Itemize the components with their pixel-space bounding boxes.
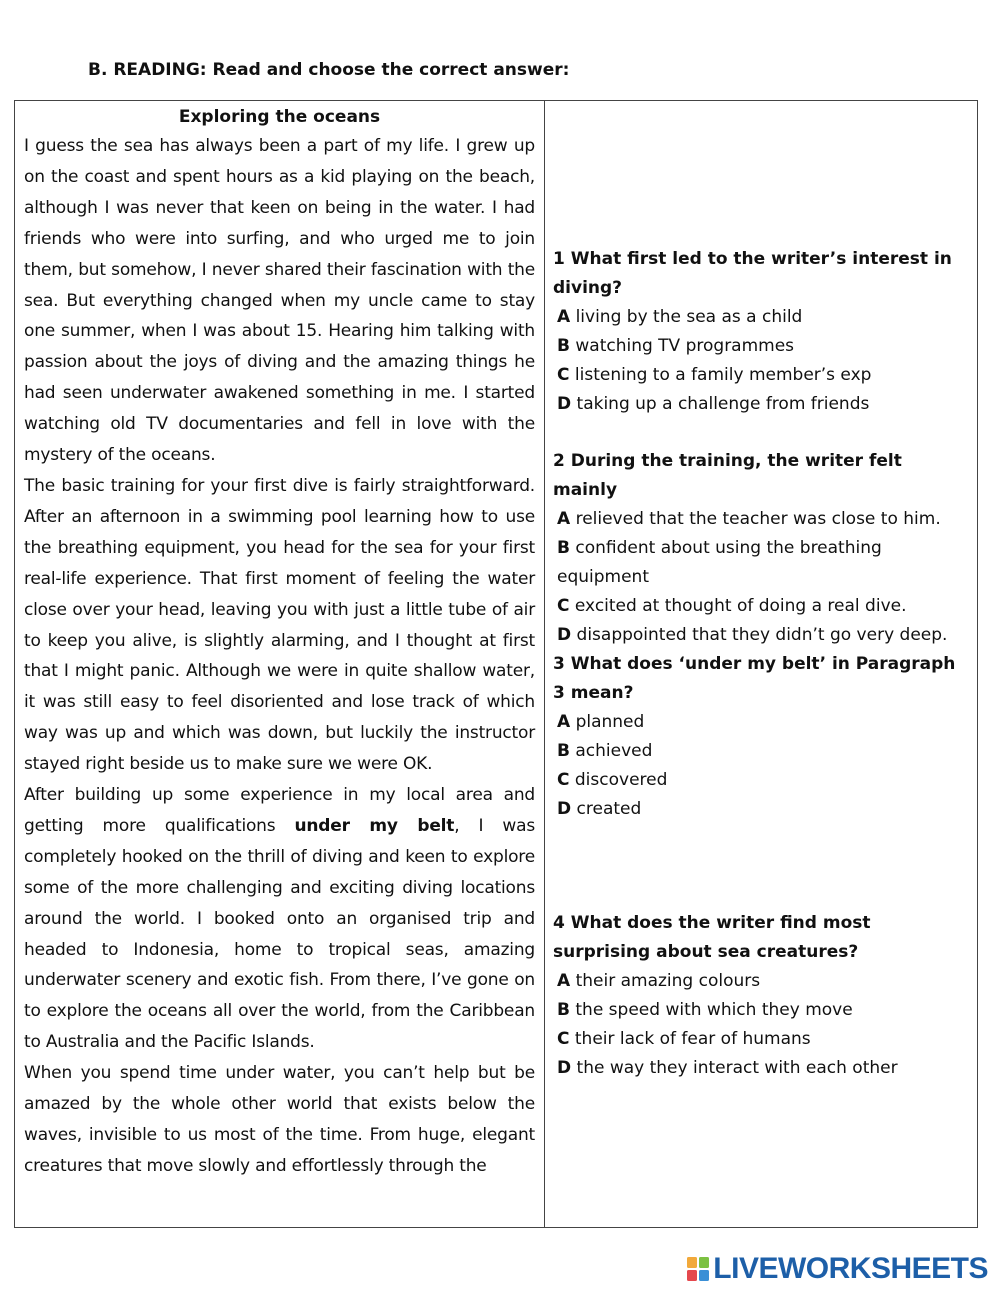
option-text: their amazing colours bbox=[575, 971, 761, 991]
option-letter: D bbox=[557, 799, 572, 819]
option-a[interactable] bbox=[553, 303, 971, 332]
option-d[interactable] bbox=[553, 390, 971, 419]
option-text: the way they interact with each other bbox=[576, 1058, 898, 1078]
option-d[interactable] bbox=[553, 1054, 971, 1083]
question-text: 2 During the training, the writer felt mainly bbox=[553, 451, 902, 500]
question-text: 3 What does ‘under my belt’ in Paragraph 3 mean? bbox=[553, 654, 956, 703]
option-letter: B bbox=[557, 741, 570, 761]
option-text: taking up a challenge from friends bbox=[576, 394, 870, 414]
option-text: their lack of fear of humans bbox=[574, 1029, 811, 1049]
option-text: living by the sea as a child bbox=[575, 307, 803, 327]
option-d[interactable] bbox=[553, 795, 971, 824]
option-b[interactable] bbox=[553, 332, 971, 361]
question-1 bbox=[553, 245, 971, 419]
option-letter: A bbox=[557, 509, 571, 529]
option-text: discovered bbox=[574, 770, 668, 790]
option-text: confident about using the breathing equipment bbox=[557, 538, 882, 587]
option-text: listening to a family member’s exp bbox=[574, 365, 872, 385]
option-letter: C bbox=[557, 770, 570, 790]
liveworksheets-logo-text: LIVEWORKSHEETS bbox=[713, 1252, 988, 1285]
passage-paragraph-3 bbox=[24, 780, 535, 1058]
option-a[interactable] bbox=[553, 967, 971, 996]
option-a[interactable] bbox=[553, 708, 971, 737]
worksheet-table bbox=[14, 100, 978, 1228]
option-c[interactable] bbox=[553, 361, 971, 390]
option-letter: B bbox=[557, 336, 570, 356]
option-c[interactable] bbox=[553, 1025, 971, 1054]
passage-paragraph-4: When you spend time under water, you can’t help but be amazed by the whole other world that exists below the waves, invisible to us most of the time. From huge, elegant creatures that move slowly and effortlessly through the bbox=[24, 1063, 535, 1176]
option-letter: C bbox=[557, 1029, 570, 1049]
option-text: the speed with which they move bbox=[575, 1000, 853, 1020]
section-heading: B. READING: Read and choose the correct answer: bbox=[88, 60, 570, 80]
questions-column bbox=[545, 101, 977, 1227]
option-letter: B bbox=[557, 1000, 570, 1020]
option-text: planned bbox=[575, 712, 645, 732]
option-c[interactable] bbox=[553, 766, 971, 795]
option-text: watching TV programmes bbox=[575, 336, 795, 356]
option-b[interactable] bbox=[553, 534, 971, 592]
passage-paragraph-2: The basic training for your first dive is fairly straightforward. After an afternoon in a swimming pool learning how to use the breathing equipment, you head for the sea for your first real-life experience. That first moment of feeling the water close over your head, leaving you with just a little tube of air to keep you alive, is slightly alarming, and I thought at first that I might panic. Although we were in quite shallow water, it was still easy to feel disoriented and lose track of which way was up and which was down, but luckily the instructor stayed right beside us to make sure we were OK. bbox=[24, 475, 535, 775]
option-text: created bbox=[576, 799, 642, 819]
option-letter: A bbox=[557, 307, 571, 327]
option-b[interactable] bbox=[553, 737, 971, 766]
passage-paragraph-1: I guess the sea has always been a part of my life. I grew up on the coast and spent hours as a kid playing on the beach, although I was never that keen on being in the water. I had friends who were into surfing, and who urged me to join them, but somehow, I never shared their fascination with the sea. But everything changed when my uncle came to stay one summer, when I was about 15. Hearing him talking with passion about the joys of diving and the amazing things he had seen underwater awakened something in me. I started watching old TV documentaries and fell in love with the mystery of the oceans. bbox=[24, 136, 535, 466]
option-letter: D bbox=[557, 394, 572, 414]
passage-title: Exploring the oceans bbox=[178, 107, 381, 127]
option-letter: D bbox=[557, 625, 572, 645]
question-text: 4 What does the writer find most surprising about sea creatures? bbox=[553, 913, 871, 962]
option-c[interactable] bbox=[553, 592, 971, 621]
liveworksheets-logo-icon bbox=[687, 1257, 709, 1281]
option-text: excited at thought of doing a real dive. bbox=[574, 596, 907, 616]
option-letter: A bbox=[557, 712, 571, 732]
option-letter: D bbox=[557, 1058, 572, 1078]
paragraph-3-text-after: , I was completely hooked on the thrill of diving and keen to explore some of the more challenging and exciting diving locations around the world. I booked onto an organised trip and headed to Indonesia, home to tropical seas, amazing underwater scenery and exotic fish. From there, I’ve gone on to explore the oceans all over the world, from the Caribbean to Australia and the Pacific Islands. bbox=[24, 815, 535, 1053]
passage-column bbox=[15, 101, 545, 1227]
question-2 bbox=[553, 447, 971, 650]
option-text: relieved that the teacher was close to him. bbox=[575, 509, 941, 529]
question-3 bbox=[553, 650, 971, 824]
paragraph-3-text-before: After building up some experience in my local area and getting more qualifications bbox=[24, 785, 535, 836]
option-b[interactable] bbox=[553, 996, 971, 1025]
liveworksheets-logo bbox=[687, 1252, 988, 1286]
option-letter: B bbox=[557, 538, 570, 558]
option-letter: A bbox=[557, 971, 571, 991]
option-letter: C bbox=[557, 596, 570, 616]
question-4 bbox=[553, 909, 971, 1083]
option-d[interactable] bbox=[553, 621, 971, 650]
option-letter: C bbox=[557, 365, 570, 385]
highlighted-phrase: under my belt bbox=[294, 815, 455, 836]
option-a[interactable] bbox=[553, 505, 971, 534]
option-text: disappointed that they didn’t go very deep. bbox=[576, 625, 948, 645]
option-text: achieved bbox=[575, 741, 653, 761]
question-text: 1 What first led to the writer’s interest in diving? bbox=[553, 249, 952, 298]
